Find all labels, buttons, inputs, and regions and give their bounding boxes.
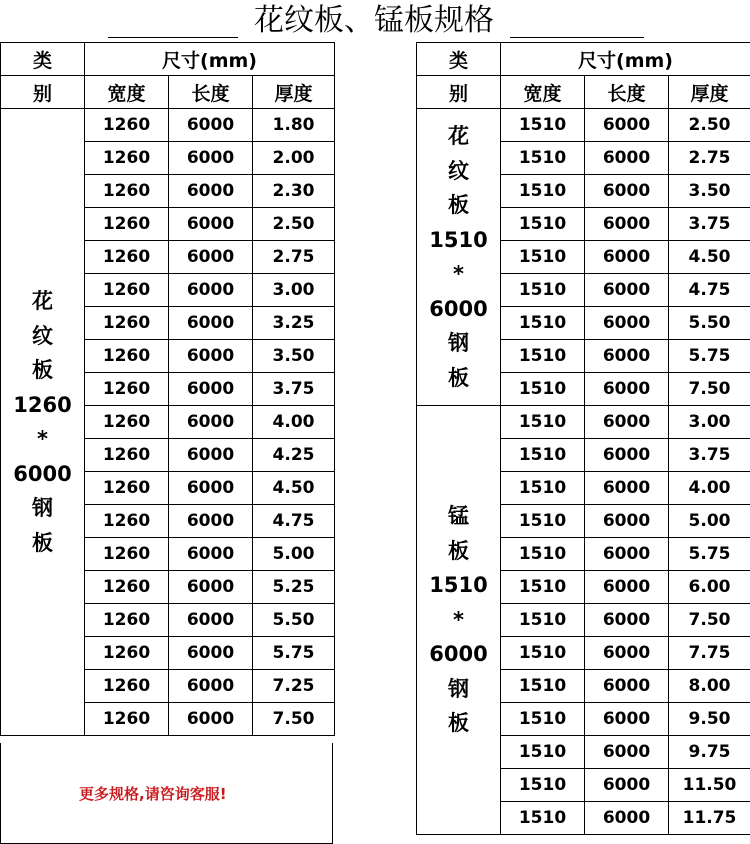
width-cell: 1260 xyxy=(85,472,169,505)
thickness-cell: 4.50 xyxy=(669,241,750,274)
thickness-cell: 7.25 xyxy=(253,670,335,703)
length-cell: 6000 xyxy=(169,340,253,373)
thickness-cell: 9.75 xyxy=(669,736,750,769)
width-header: 宽度 xyxy=(501,76,585,109)
thickness-cell: 3.50 xyxy=(253,340,335,373)
width-cell: 1260 xyxy=(85,340,169,373)
thickness-cell: 3.75 xyxy=(253,373,335,406)
category-label-line: 1260 xyxy=(13,392,72,417)
size-header: 尺寸(mm) xyxy=(85,43,335,76)
category-label-line: 6000 xyxy=(429,642,488,667)
thickness-cell: 5.00 xyxy=(669,505,750,538)
length-cell: 6000 xyxy=(169,406,253,439)
title-underline-left xyxy=(108,37,238,38)
header-row xyxy=(417,76,750,109)
category-label-line: 钢 xyxy=(448,676,469,701)
category-label-line: 板 xyxy=(448,711,469,736)
length-cell: 6000 xyxy=(585,505,669,538)
length-cell: 6000 xyxy=(169,472,253,505)
length-cell: 6000 xyxy=(585,439,669,472)
width-cell: 1510 xyxy=(501,736,585,769)
thickness-cell: 3.00 xyxy=(253,274,335,307)
width-cell: 1260 xyxy=(85,505,169,538)
thickness-cell: 5.75 xyxy=(253,637,335,670)
length-cell: 6000 xyxy=(585,604,669,637)
thickness-cell: 2.30 xyxy=(253,175,335,208)
category-label-line: 1510 xyxy=(429,573,488,598)
width-cell: 1260 xyxy=(85,571,169,604)
width-cell: 1260 xyxy=(85,109,169,142)
width-cell: 1260 xyxy=(85,439,169,472)
thickness-cell: 7.50 xyxy=(669,373,750,406)
category-header-top: 类 xyxy=(1,43,85,76)
width-cell: 1510 xyxy=(501,142,585,175)
header-row xyxy=(1,43,335,76)
category-header-bottom: 别 xyxy=(417,76,501,109)
category-label-line: * xyxy=(453,262,464,286)
length-cell: 6000 xyxy=(169,637,253,670)
thickness-cell: 4.75 xyxy=(253,505,335,538)
length-cell: 6000 xyxy=(585,241,669,274)
category-label-line: 板 xyxy=(32,358,53,382)
length-cell: 6000 xyxy=(585,637,669,670)
width-cell: 1510 xyxy=(501,670,585,703)
thickness-cell: 1.80 xyxy=(253,109,335,142)
length-cell: 6000 xyxy=(585,208,669,241)
thickness-cell: 7.50 xyxy=(669,604,750,637)
category-label-line: 锰 xyxy=(448,504,469,529)
length-cell: 6000 xyxy=(585,109,669,142)
width-cell: 1260 xyxy=(85,637,169,670)
thickness-cell: 2.75 xyxy=(669,142,750,175)
title-underline-right xyxy=(510,37,644,38)
header-row xyxy=(1,76,335,109)
page-title: 花纹板、锰板规格 xyxy=(254,3,494,38)
length-cell: 6000 xyxy=(169,670,253,703)
length-cell: 6000 xyxy=(169,175,253,208)
category-label-line: 板 xyxy=(448,365,469,390)
thickness-cell: 4.50 xyxy=(253,472,335,505)
thickness-cell: 5.75 xyxy=(669,340,750,373)
thickness-cell: 3.75 xyxy=(669,208,750,241)
length-cell: 6000 xyxy=(169,109,253,142)
category-label-stack xyxy=(417,119,500,395)
width-cell: 1510 xyxy=(501,472,585,505)
thickness-cell: 4.00 xyxy=(253,406,335,439)
width-cell: 1260 xyxy=(85,208,169,241)
length-cell: 6000 xyxy=(585,274,669,307)
category-header-top: 类 xyxy=(417,43,501,76)
length-header: 长度 xyxy=(169,76,253,109)
category-label-line: 花 xyxy=(448,124,469,148)
contact-note: 更多规格,请咨询客服! xyxy=(79,785,227,803)
header-row xyxy=(417,43,750,76)
width-cell: 1510 xyxy=(501,604,585,637)
width-cell: 1260 xyxy=(85,274,169,307)
thickness-header: 厚度 xyxy=(669,76,750,109)
category-label-line: 6000 xyxy=(13,461,72,486)
length-cell: 6000 xyxy=(585,703,669,736)
category-label-line: 板 xyxy=(32,530,53,555)
length-cell: 6000 xyxy=(585,670,669,703)
title-bar xyxy=(0,0,750,42)
thickness-cell: 4.75 xyxy=(669,274,750,307)
width-cell: 1510 xyxy=(501,538,585,571)
thickness-cell: 5.75 xyxy=(669,538,750,571)
spec-table-right xyxy=(416,42,750,835)
width-cell: 1510 xyxy=(501,274,585,307)
category-label-line: * xyxy=(37,427,48,451)
width-cell: 1510 xyxy=(501,703,585,736)
thickness-cell: 3.00 xyxy=(669,406,750,439)
length-cell: 6000 xyxy=(585,736,669,769)
category-label-stack xyxy=(1,284,84,560)
thickness-cell: 11.50 xyxy=(669,769,750,802)
thickness-cell: 4.00 xyxy=(669,472,750,505)
category-header-bottom: 别 xyxy=(1,76,85,109)
thickness-cell: 5.50 xyxy=(669,307,750,340)
width-cell: 1260 xyxy=(85,670,169,703)
width-cell: 1510 xyxy=(501,373,585,406)
thickness-cell: 2.50 xyxy=(669,109,750,142)
thickness-cell: 6.00 xyxy=(669,571,750,604)
category-cell-checker-plate-1510 xyxy=(417,109,501,406)
thickness-cell: 3.75 xyxy=(669,439,750,472)
width-cell: 1260 xyxy=(85,175,169,208)
length-cell: 6000 xyxy=(169,274,253,307)
length-cell: 6000 xyxy=(585,307,669,340)
width-cell: 1260 xyxy=(85,406,169,439)
width-cell: 1260 xyxy=(85,373,169,406)
width-cell: 1510 xyxy=(501,637,585,670)
width-cell: 1510 xyxy=(501,406,585,439)
category-cell-checker-plate-1260 xyxy=(1,109,85,736)
thickness-cell: 2.75 xyxy=(253,241,335,274)
length-cell: 6000 xyxy=(585,175,669,208)
width-cell: 1510 xyxy=(501,241,585,274)
table-row xyxy=(1,109,335,142)
thickness-cell: 7.50 xyxy=(253,703,335,736)
length-cell: 6000 xyxy=(169,307,253,340)
table-row xyxy=(417,109,750,142)
size-header: 尺寸(mm) xyxy=(501,43,750,76)
category-label-line: * xyxy=(453,607,464,632)
category-label-line: 钢 xyxy=(32,496,53,520)
length-cell: 6000 xyxy=(169,241,253,274)
thickness-cell: 8.00 xyxy=(669,670,750,703)
thickness-cell: 2.50 xyxy=(253,208,335,241)
length-cell: 6000 xyxy=(585,802,669,835)
thickness-cell: 11.75 xyxy=(669,802,750,835)
category-label-line: 板 xyxy=(448,193,469,217)
length-cell: 6000 xyxy=(169,373,253,406)
width-cell: 1510 xyxy=(501,208,585,241)
category-label-line: 钢 xyxy=(448,331,469,355)
thickness-cell: 3.50 xyxy=(669,175,750,208)
note-box xyxy=(0,743,333,844)
category-label-line: 纹 xyxy=(448,158,469,183)
length-cell: 6000 xyxy=(585,571,669,604)
length-cell: 6000 xyxy=(169,505,253,538)
length-cell: 6000 xyxy=(169,571,253,604)
length-cell: 6000 xyxy=(169,208,253,241)
width-cell: 1260 xyxy=(85,604,169,637)
thickness-cell: 9.50 xyxy=(669,703,750,736)
length-cell: 6000 xyxy=(585,373,669,406)
category-label-line: 花 xyxy=(32,289,53,313)
length-header: 长度 xyxy=(585,76,669,109)
category-label-line: 板 xyxy=(448,538,469,563)
category-label-line: 1510 xyxy=(429,227,488,252)
category-label-line: 6000 xyxy=(429,296,488,321)
length-cell: 6000 xyxy=(585,472,669,505)
width-cell: 1260 xyxy=(85,241,169,274)
width-cell: 1510 xyxy=(501,307,585,340)
length-cell: 6000 xyxy=(585,538,669,571)
thickness-cell: 3.25 xyxy=(253,307,335,340)
width-cell: 1260 xyxy=(85,703,169,736)
thickness-cell: 4.25 xyxy=(253,439,335,472)
thickness-cell: 5.25 xyxy=(253,571,335,604)
category-cell-manganese-plate-1510 xyxy=(417,406,501,835)
length-cell: 6000 xyxy=(169,142,253,175)
width-cell: 1510 xyxy=(501,571,585,604)
width-cell: 1260 xyxy=(85,142,169,175)
width-cell: 1510 xyxy=(501,175,585,208)
length-cell: 6000 xyxy=(169,439,253,472)
width-cell: 1260 xyxy=(85,307,169,340)
length-cell: 6000 xyxy=(169,604,253,637)
thickness-cell: 7.75 xyxy=(669,637,750,670)
width-cell: 1510 xyxy=(501,340,585,373)
length-cell: 6000 xyxy=(585,340,669,373)
category-label-stack xyxy=(417,499,500,741)
spec-table-left xyxy=(0,42,335,736)
category-label-line: 纹 xyxy=(32,323,53,348)
width-cell: 1510 xyxy=(501,505,585,538)
length-cell: 6000 xyxy=(169,703,253,736)
width-cell: 1510 xyxy=(501,802,585,835)
thickness-header: 厚度 xyxy=(253,76,335,109)
width-cell: 1510 xyxy=(501,109,585,142)
width-cell: 1510 xyxy=(501,439,585,472)
width-cell: 1510 xyxy=(501,769,585,802)
thickness-cell: 5.50 xyxy=(253,604,335,637)
length-cell: 6000 xyxy=(169,538,253,571)
table-row xyxy=(417,406,750,439)
width-header: 宽度 xyxy=(85,76,169,109)
length-cell: 6000 xyxy=(585,769,669,802)
length-cell: 6000 xyxy=(585,142,669,175)
width-cell: 1260 xyxy=(85,538,169,571)
thickness-cell: 5.00 xyxy=(253,538,335,571)
thickness-cell: 2.00 xyxy=(253,142,335,175)
length-cell: 6000 xyxy=(585,406,669,439)
